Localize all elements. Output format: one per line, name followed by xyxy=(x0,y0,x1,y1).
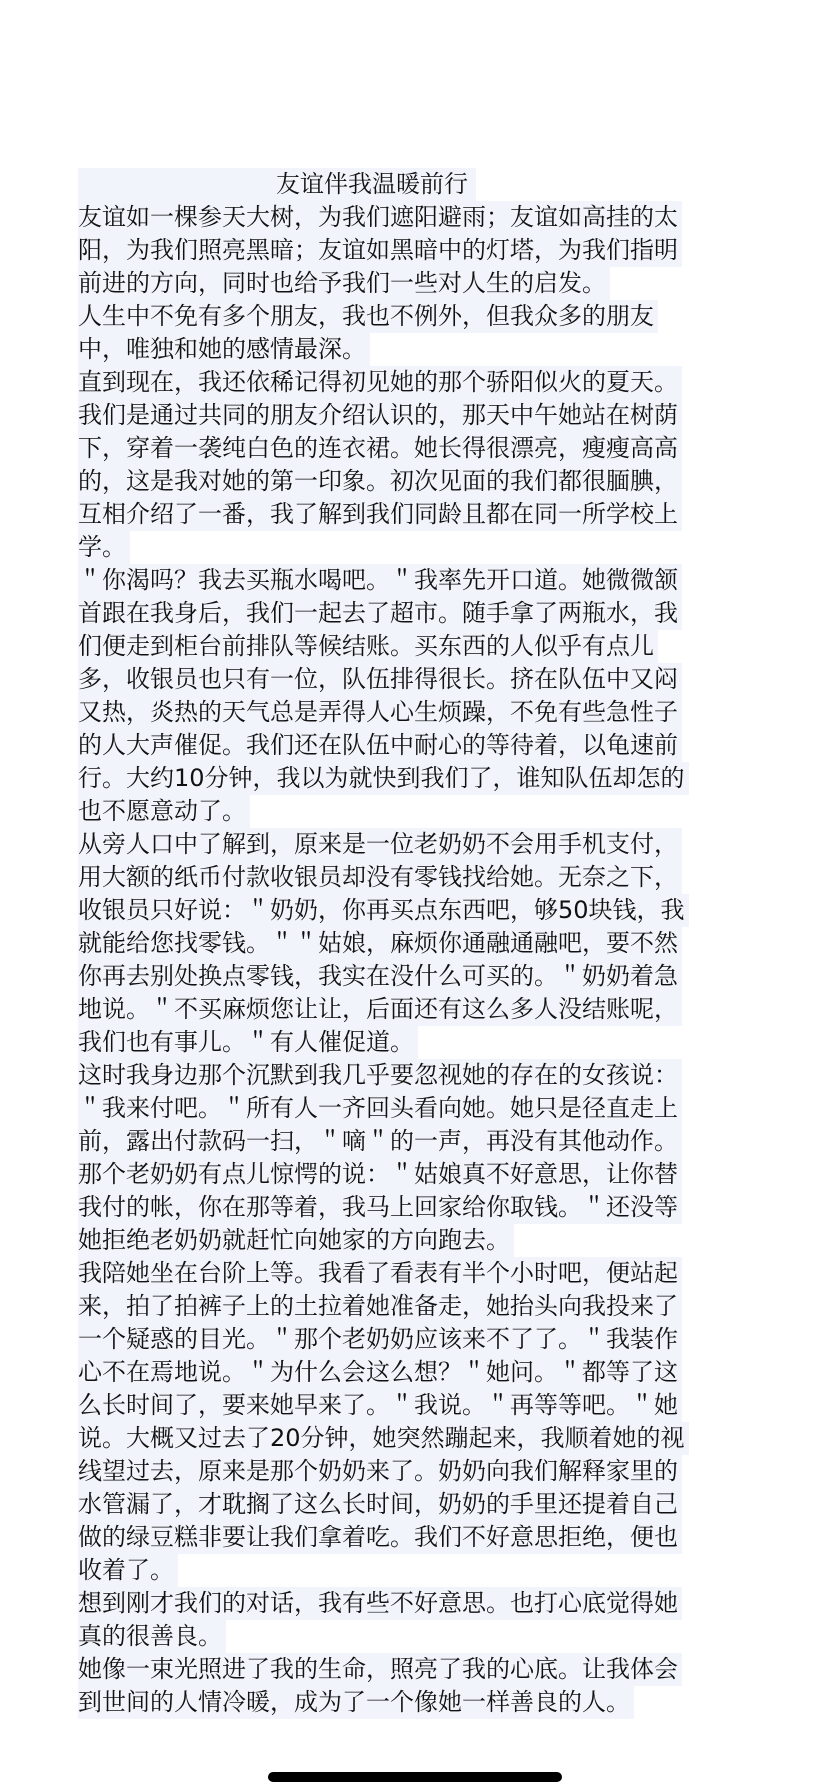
text-line-content: 首跟在我身后，我们一起去了超市。随手拿了两瓶水，我 xyxy=(78,597,682,630)
text-line xyxy=(78,630,750,663)
document-body xyxy=(78,168,750,1719)
text-line xyxy=(78,432,750,465)
text-line xyxy=(78,1257,750,1290)
text-line-content: 行。大约10分钟，我以为就快到我们了，谁知队伍却怎的 xyxy=(78,762,689,795)
text-line-content: 用大额的纸币付款收银员却没有零钱找给她。无奈之下， xyxy=(78,861,682,894)
text-line xyxy=(78,1059,750,1092)
text-line-content: 她拒绝老奶奶就赶忙向她家的方向跑去。 xyxy=(78,1224,514,1257)
text-line xyxy=(78,234,750,267)
text-line-content: 地说。＂不买麻烦您让让，后面还有这么多人没结账呢， xyxy=(78,993,682,1026)
text-line-content: 中，唯独和她的感情最深。 xyxy=(78,333,370,366)
text-line-content: 么长时间了，要来她早来了。＂我说。＂再等等吧。＂她 xyxy=(78,1389,682,1422)
text-line-content: 做的绿豆糕非要让我们拿着吃。我们不好意思拒绝，便也 xyxy=(78,1521,682,1554)
text-line-content: 我付的帐，你在那等着，我马上回家给你取钱。＂还没等 xyxy=(78,1191,682,1224)
text-line xyxy=(78,531,750,564)
text-line-content: 心不在焉地说。＂为什么会这么想？＂她问。＂都等了这 xyxy=(78,1356,682,1389)
text-line-content: 一个疑惑的目光。＂那个老奶奶应该来不了了。＂我装作 xyxy=(78,1323,682,1356)
document-text xyxy=(78,201,750,1719)
text-line xyxy=(78,894,750,927)
text-line xyxy=(78,927,750,960)
text-line xyxy=(78,366,750,399)
text-line-content: 的，这是我对她的第一印象。初次见面的我们都很腼腆， xyxy=(78,465,682,498)
text-line-content: 我们是通过共同的朋友介绍认识的，那天中午她站在树荫 xyxy=(78,399,682,432)
text-line-content: 真的很善良。 xyxy=(78,1620,226,1653)
text-line-content: 人生中不免有多个朋友，我也不例外，但我众多的朋友 xyxy=(78,300,658,333)
text-line-content: 来，拍了拍裤子上的土拉着她准备走，她抬头向我投来了 xyxy=(78,1290,682,1323)
text-line xyxy=(78,300,750,333)
text-line xyxy=(78,1026,750,1059)
text-line xyxy=(78,201,750,234)
text-line xyxy=(78,1158,750,1191)
text-line xyxy=(78,993,750,1026)
text-line xyxy=(78,597,750,630)
text-line xyxy=(78,795,750,828)
text-line xyxy=(78,696,750,729)
text-line xyxy=(78,1290,750,1323)
text-line xyxy=(78,1191,750,1224)
text-line xyxy=(78,1389,750,1422)
text-line-content: 们便走到柜台前排队等候结账。买东西的人似乎有点儿 xyxy=(78,630,658,663)
text-line xyxy=(78,1125,750,1158)
text-line-content: 下，穿着一袭纯白色的连衣裙。她长得很漂亮，瘦瘦高高 xyxy=(78,432,682,465)
text-line-content: 收银员只好说：＂奶奶，你再买点东西吧，够50块钱，我 xyxy=(78,894,689,927)
text-line-content: 水管漏了，才耽搁了这么长时间，奶奶的手里还提着自己 xyxy=(78,1488,682,1521)
text-line xyxy=(78,1587,750,1620)
text-line xyxy=(78,1323,750,1356)
text-line-content: 这时我身边那个沉默到我几乎要忽视她的存在的女孩说： xyxy=(78,1059,682,1092)
text-line-content: ＂我来付吧。＂所有人一齐回头看向她。她只是径直走上 xyxy=(78,1092,682,1125)
text-line xyxy=(78,861,750,894)
text-line xyxy=(78,1620,750,1653)
text-line-content: 多，收银员也只有一位，队伍排得很长。挤在队伍中又闷 xyxy=(78,663,682,696)
text-line-content: 到世间的人情冷暖，成为了一个像她一样善良的人。 xyxy=(78,1686,634,1719)
text-line xyxy=(78,762,750,795)
text-line xyxy=(78,1455,750,1488)
text-line xyxy=(78,729,750,762)
text-line xyxy=(78,1422,750,1455)
text-line xyxy=(78,1092,750,1125)
text-line xyxy=(78,1356,750,1389)
document-title-text: 友谊伴我温暖前行 xyxy=(78,168,476,201)
text-line-content: 说。大概又过去了20分钟，她突然蹦起来，我顺着她的视 xyxy=(78,1422,689,1455)
text-line-content: 线望过去，原来是那个奶奶来了。奶奶向我们解释家里的 xyxy=(78,1455,682,1488)
text-line-content: 想到刚才我们的对话，我有些不好意思。也打心底觉得她 xyxy=(78,1587,682,1620)
text-line xyxy=(78,267,750,300)
text-line-content: 互相介绍了一番，我了解到我们同龄且都在同一所学校上 xyxy=(78,498,682,531)
text-line xyxy=(78,1686,750,1719)
text-line xyxy=(78,498,750,531)
text-line xyxy=(78,333,750,366)
text-line-content: 她像一束光照进了我的生命，照亮了我的心底。让我体会 xyxy=(78,1653,682,1686)
text-line xyxy=(78,399,750,432)
text-line-content: 直到现在，我还依稀记得初见她的那个骄阳似火的夏天。 xyxy=(78,366,682,399)
text-line-content: 又热，炎热的天气总是弄得人心生烦躁，不免有些急性子 xyxy=(78,696,682,729)
text-line-content: 收着了。 xyxy=(78,1554,178,1587)
text-line xyxy=(78,564,750,597)
text-line xyxy=(78,1521,750,1554)
text-line-content: 就能给您找零钱。＂＂姑娘，麻烦你通融通融吧，要不然 xyxy=(78,927,682,960)
text-line-content: 学。 xyxy=(78,531,130,564)
text-line-content: ＂你渴吗？我去买瓶水喝吧。＂我率先开口道。她微微颔 xyxy=(78,564,682,597)
text-line-content: 的人大声催促。我们还在队伍中耐心的等待着，以龟速前 xyxy=(78,729,682,762)
text-line xyxy=(78,1554,750,1587)
text-line-content: 从旁人口中了解到，原来是一位老奶奶不会用手机支付， xyxy=(78,828,682,861)
home-indicator[interactable] xyxy=(268,1772,562,1782)
text-line-content: 你再去别处换点零钱，我实在没什么可买的。＂奶奶着急 xyxy=(78,960,682,993)
text-line-content: 前进的方向，同时也给予我们一些对人生的启发。 xyxy=(78,267,610,300)
text-line-content: 也不愿意动了。 xyxy=(78,795,250,828)
text-line xyxy=(78,465,750,498)
text-line xyxy=(78,960,750,993)
text-line-content: 前，露出付款码一扫，＂嘀＂的一声，再没有其他动作。 xyxy=(78,1125,682,1158)
text-line-content: 友谊如一棵参天大树，为我们遮阳避雨；友谊如高挂的太 xyxy=(78,201,682,234)
text-line xyxy=(78,1488,750,1521)
document-title xyxy=(78,168,750,201)
text-line xyxy=(78,1224,750,1257)
text-line-content: 那个老奶奶有点儿惊愕的说：＂姑娘真不好意思，让你替 xyxy=(78,1158,682,1191)
text-line xyxy=(78,1653,750,1686)
text-line xyxy=(78,663,750,696)
text-line-content: 我陪她坐在台阶上等。我看了看表有半个小时吧，便站起 xyxy=(78,1257,682,1290)
text-line-content: 阳，为我们照亮黑暗；友谊如黑暗中的灯塔，为我们指明 xyxy=(78,234,682,267)
text-line-content: 我们也有事儿。＂有人催促道。 xyxy=(78,1026,418,1059)
text-line xyxy=(78,828,750,861)
